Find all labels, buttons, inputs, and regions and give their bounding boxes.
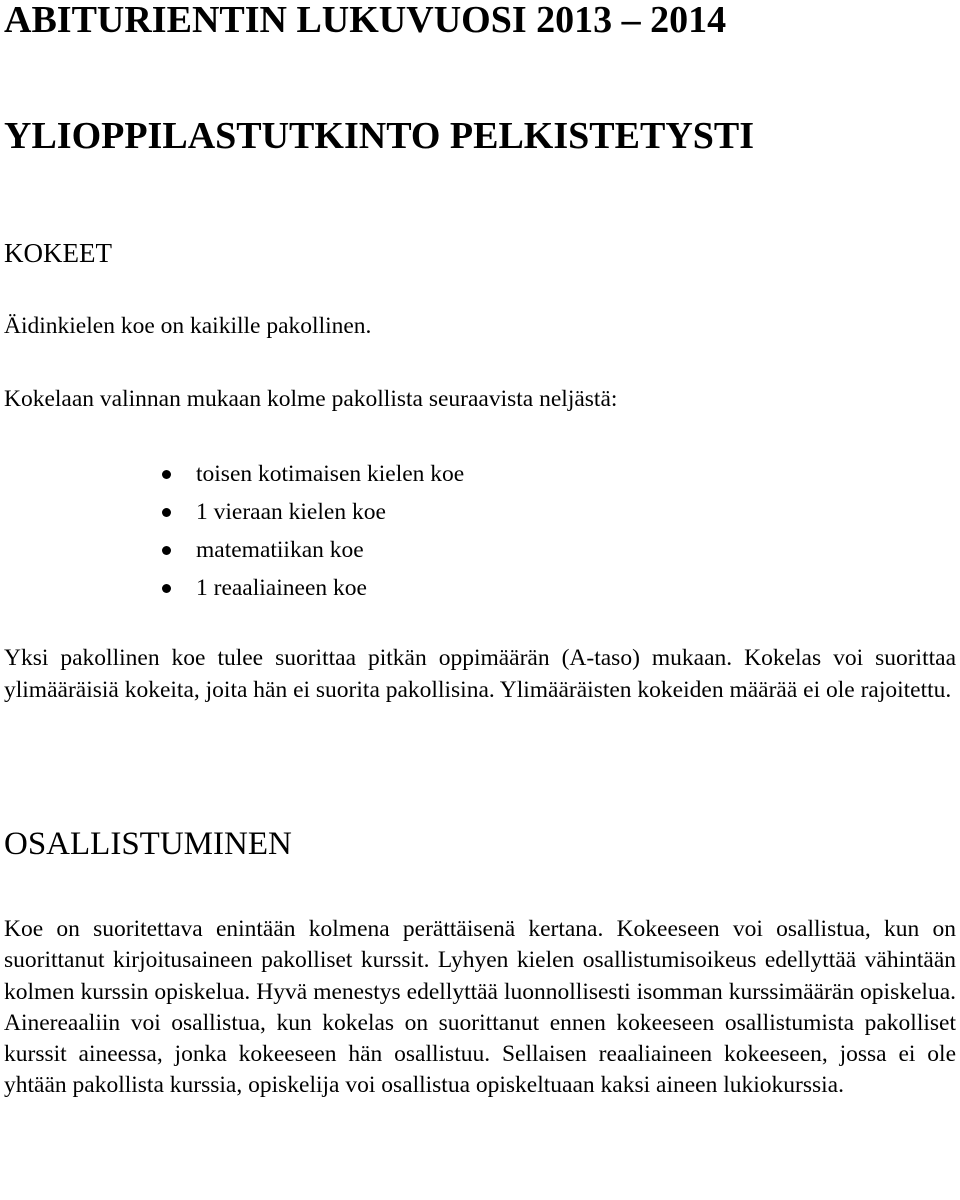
section-heading-osallistuminen: OSALLISTUMINEN [4,826,292,862]
section-heading-kokeet: KOKEET [4,238,112,268]
paragraph-osallistuminen-body: Koe on suoritettava enintään kolmena perättäisenä kertana. Kokeeseen voi osallistua, kun on suorittanut kirjoitusaineen pakolliset kurssit. Lyhyen kielen osallistumisoikeus edellyttää vähintään kolmen kurssin opiskelua. Hyvä menestys edellyttää luonnollisesti isomman kurssimäärän opiskelua. Ainereaaliin voi osallistua, kun kokelas on suorittanut ennen kokeeseen osallistumista pakolliset kurssit aineessa, jonka kokeeseen hän osallistuu. Sellaisen reaaliaineen kokeeseen, jossa ei ole yhtään pakollista kurssia, opiskelija voi osallistua opiskeltuaan kaksi aineen lukiokurssia. [4,916,956,1099]
list-item [0,494,464,532]
list-item-label: 1 reaaliaineen koe [196,575,367,601]
list-item-label: 1 vieraan kielen koe [196,499,386,525]
list-item-label: matematiikan koe [196,537,364,563]
list-item [0,570,464,608]
paragraph-mandatory-exam: Äidinkielen koe on kaikille pakollinen. [4,313,372,339]
list-item [0,532,464,570]
exam-options-list [0,456,464,608]
bullet-icon [162,546,171,555]
paragraph-kokeet-body: Yksi pakollinen koe tulee suorittaa pitkän oppimäärän (A-taso) mukaan. Kokelas voi suorittaa ylimääräisiä kokeita, joita hän ei suorita pakollisina. Ylimääräisten kokeiden määrää ei ole rajoitettu. [4,645,956,703]
list-item-label: toisen kotimaisen kielen koe [196,461,465,487]
bullet-icon [162,470,171,479]
paragraph-choice-intro: Kokelaan valinnan mukaan kolme pakollista seuraavista neljästä: [4,386,618,412]
document-title: ABITURIENTIN LUKUVUOSI 2013 – 2014 [4,0,727,41]
list-item [0,456,464,494]
bullet-icon [162,508,171,517]
document-subtitle: YLIOPPILASTUTKINTO PELKISTETYSTI [4,115,755,157]
bullet-icon [162,584,171,593]
